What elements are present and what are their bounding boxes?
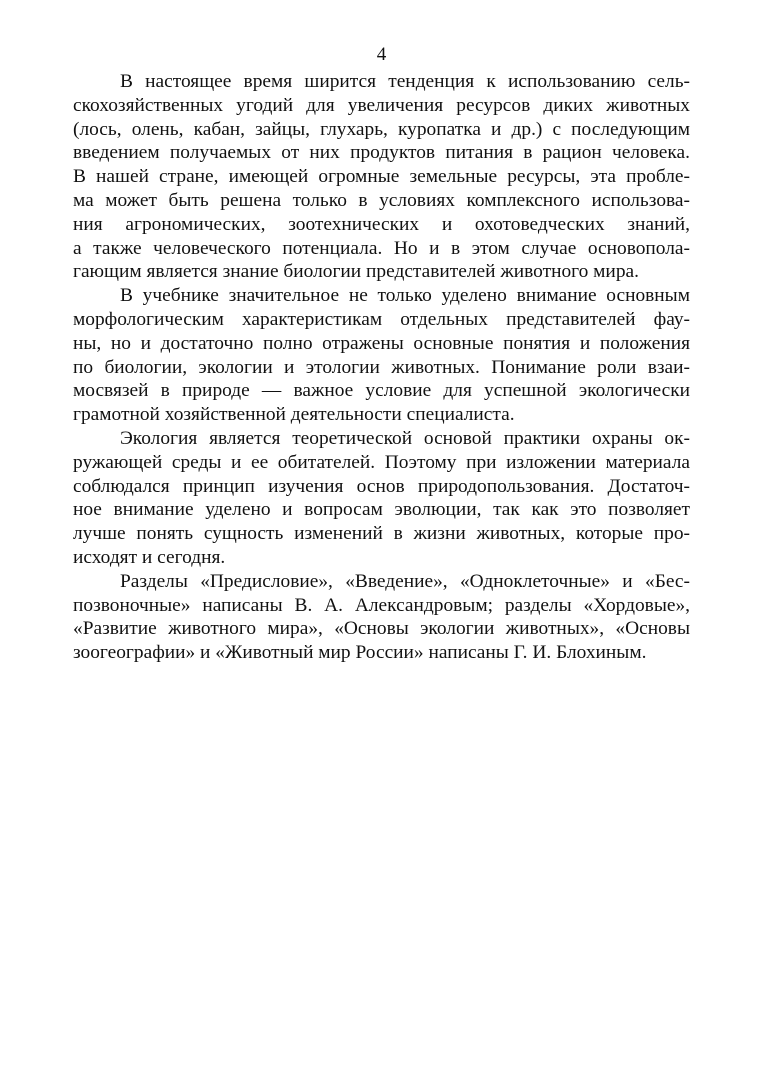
text-line: ния агрономических, зоотехнических и охотоведческих знаний, [73, 213, 690, 235]
text-line: В настоящее время ширится тенденция к использованию сель- [120, 71, 690, 92]
text-line: гающим является знание биологии представителей животного мира. [73, 261, 639, 283]
text-line: скохозяйственных угодий для увеличения ресурсов диких животных [73, 94, 690, 116]
text-line: ное внимание уделено и вопросам эволюции, так как это позволяет [73, 499, 690, 521]
paragraph-4 [73, 570, 690, 665]
text-line: В учебнике значительное не только уделено внимание основным [120, 285, 690, 307]
text-line: Экология является теоретической основой практики охраны ок- [120, 427, 690, 449]
text-line: лучше понять сущность изменений в жизни животных, которые про- [73, 523, 690, 545]
text-line: «Развитие животного мира», «Основы экологии животных», «Основы [73, 618, 690, 640]
text-line: введением получаемых от них продуктов питания в рацион человека. [73, 142, 690, 164]
body-text [73, 70, 690, 665]
page-number: 4 [376, 44, 387, 65]
text-line: а также человеческого потенциала. Но и в этом случае основопола- [73, 237, 690, 259]
text-line: ны, но и достаточно полно отражены основные понятия и положения [73, 332, 690, 354]
text-line: исходят и сегодня. [73, 546, 226, 568]
text-line: позвоночные» написаны В. А. Александровым; разделы «Хордовые», [73, 594, 690, 616]
text-line: грамотной хозяйственной деятельности специалиста. [73, 404, 515, 426]
text-line: (лось, олень, кабан, зайцы, глухарь, куропатка и др.) с последующим [73, 118, 690, 140]
text-line: Разделы «Предисловие», «Введение», «Одноклеточные» и «Бес- [120, 570, 690, 592]
text-line: ма может быть решена только в условиях комплексного использова- [73, 189, 690, 211]
text-line: соблюдался принцип изучения основ природопользования. Достаточ- [73, 475, 690, 497]
text-line: ружающей среды и ее обитателей. Поэтому при изложении материала [73, 451, 690, 473]
text-line: В нашей стране, имеющей огромные земельные ресурсы, эта пробле- [73, 166, 690, 188]
paragraph-3 [73, 427, 690, 570]
text-line: по биологии, экологии и этологии животных. Понимание роли взаи- [73, 356, 690, 378]
paragraph-2 [73, 284, 690, 427]
paragraph-1 [73, 70, 690, 284]
text-line: мосвязей в природе — важное условие для успешной экологически [73, 380, 690, 402]
text-line: морфологическим характеристикам отдельных представителей фау- [73, 308, 690, 330]
text-line: зоогеографии» и «Животный мир России» написаны Г. И. Блохиным. [73, 642, 647, 664]
